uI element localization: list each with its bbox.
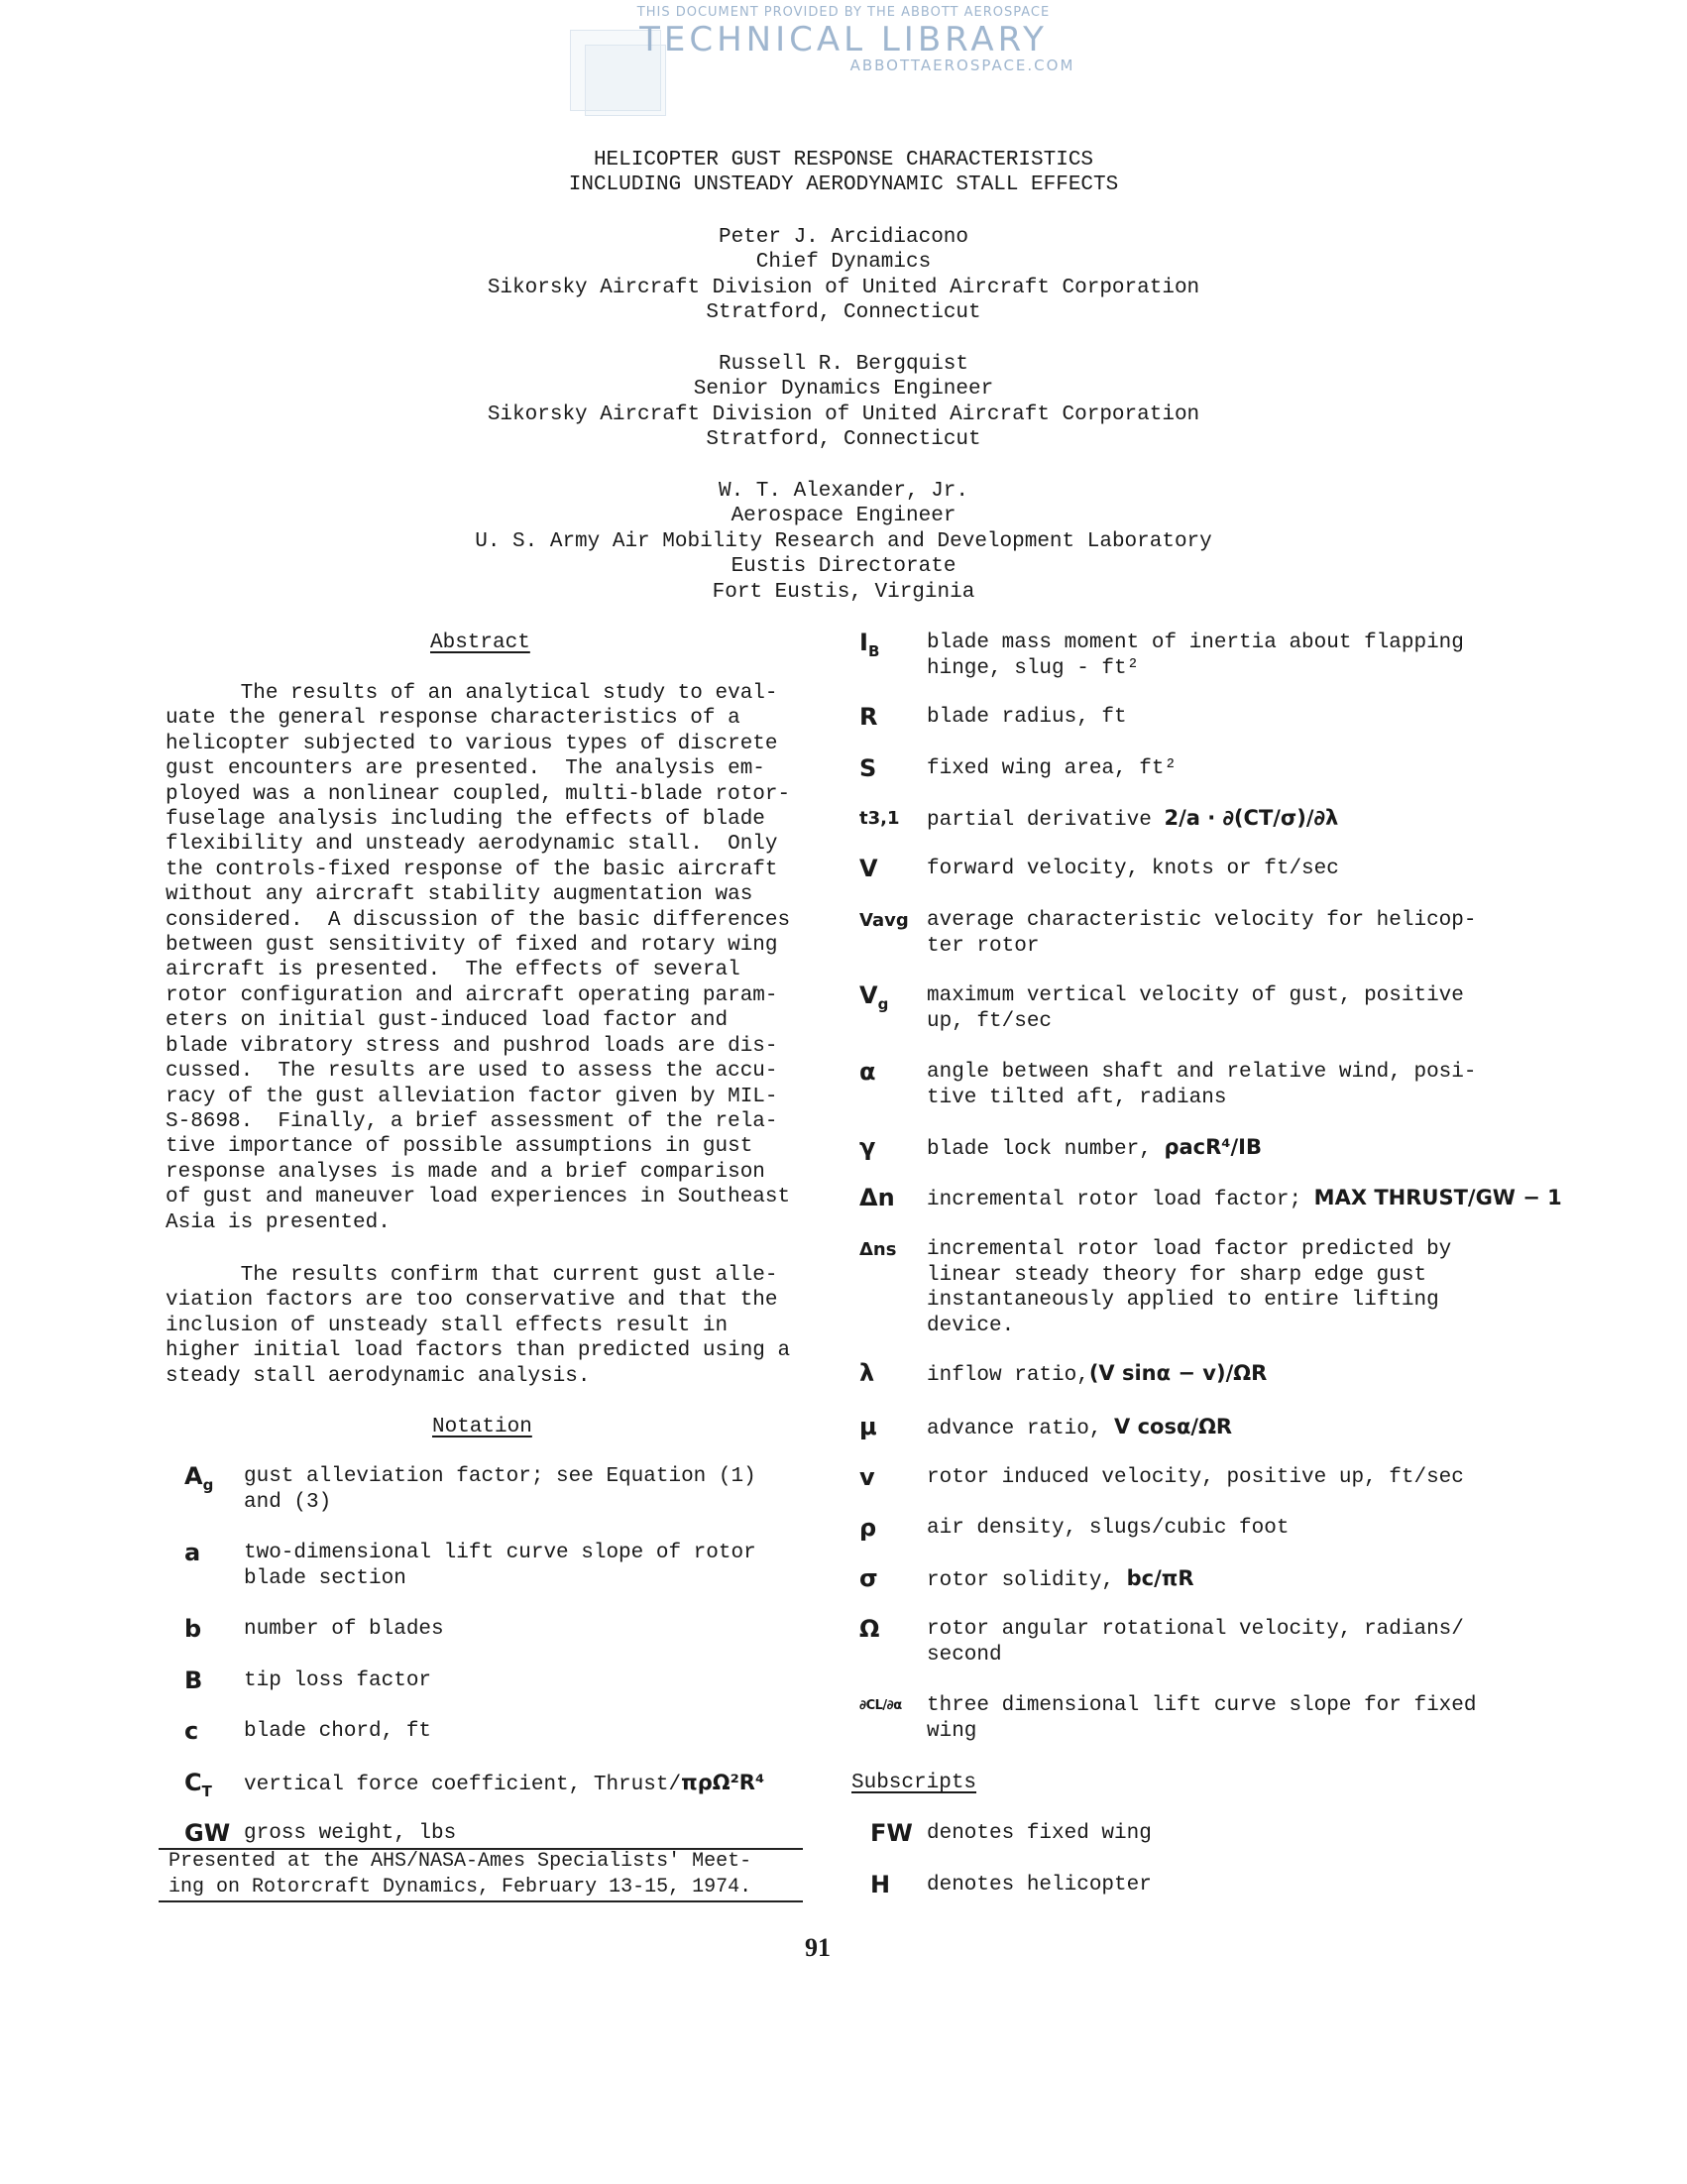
notation-definition — [244, 1821, 456, 1847]
author-location: Fort Eustis, Virginia — [712, 581, 975, 604]
notation-definition — [244, 1464, 756, 1515]
abstract-heading: Abstract — [430, 632, 530, 654]
notation-symbol: ρ — [859, 1514, 877, 1542]
definition-text: rotor solidity, — [927, 1569, 1127, 1592]
notation-definition — [927, 908, 1477, 959]
author-org: U. S. Army Air Mobility Research and Development Laboratory — [475, 530, 1212, 553]
math-expression: (V sinα − v)/ΩR — [1088, 1361, 1268, 1385]
notation-definition — [244, 1771, 764, 1798]
notation-definition — [927, 857, 1339, 882]
definition-text: rotor angular rotational velocity, radians/ second — [927, 1618, 1464, 1667]
definition-text: fixed wing area, ft² — [927, 757, 1178, 780]
author-name: Peter J. Arcidiacono — [718, 226, 969, 249]
notation-symbol: $V_g$ — [859, 981, 889, 1013]
definition-text: blade radius, ft — [927, 706, 1127, 729]
notation-definition — [927, 1617, 1464, 1667]
notation-definition — [927, 1060, 1477, 1110]
definition-text: blade chord, ft — [244, 1720, 432, 1743]
notation-symbol: μ — [859, 1413, 877, 1440]
notation-symbol: $C_T$ — [184, 1769, 212, 1800]
notation-definition — [244, 1617, 444, 1643]
author-name: W. T. Alexander, Jr. — [718, 480, 969, 503]
notation-definition — [927, 705, 1127, 731]
author-location: Stratford, Connecticut — [706, 428, 981, 451]
definition-text: inflow ratio, — [927, 1364, 1089, 1387]
author-org: Sikorsky Aircraft Division of United Aircraft Corporation — [487, 403, 1200, 426]
definition-text: incremental rotor load factor; — [927, 1189, 1314, 1211]
notation-symbol: B — [184, 1667, 203, 1694]
paper-title-line-1: HELICOPTER GUST RESPONSE CHARACTERISTICS — [593, 149, 1094, 172]
author-role: Aerospace Engineer — [731, 505, 956, 527]
math-expression: V cosα/ΩR — [1114, 1415, 1233, 1438]
watermark-url: ABBOTTAEROSPACE.COM — [849, 57, 1075, 74]
notation-definition — [927, 1873, 1152, 1898]
notation-definition — [244, 1668, 431, 1694]
subscripts-heading: Subscripts — [851, 1772, 977, 1794]
notation-definition — [244, 1719, 431, 1745]
definition-text: blade mass moment of inertia about flapping hinge, slug - ft² — [927, 632, 1464, 680]
definition-text: angle between shaft and relative wind, posi- tive tilted aft, radians — [927, 1061, 1477, 1109]
notation-definition — [927, 1135, 1262, 1163]
definition-text: gust alleviation factor; see Equation (1) and (3) — [244, 1465, 756, 1514]
definition-text: advance ratio, — [927, 1418, 1115, 1440]
footnote: Presented at the AHS/NASA-Ames Specialists' Meet- ing on Rotorcraft Dynamics, February 13-15, 1974. — [169, 1850, 752, 1898]
definition-text: air density, slugs/cubic foot — [927, 1517, 1290, 1540]
notation-symbol: $I_B$ — [859, 629, 880, 660]
math-expression: ρacR⁴/IB — [1164, 1135, 1262, 1159]
abstract-paragraph-1: The results of an analytical study to eval- uate the general response characteristics of a helicopter subjected to various types of discrete gust encounters are presented. The analysis em- ployed was a nonlinear coupled, multi-blade rotor- fuselage analysis including the effects of blade flexibility and unsteady aerodynamic stall. Only the controls-fixed response of the basic aircraft without any aircraft stability augmentation was considered. A discussion of the basic differences between gust sensitivity of fixed and rotary wing aircraft is presented. The effects of several rotor configuration and aircraft operating param- eters on initial gust-induced load factor and blade vibratory stress and pushrod loads are dis- cussed. The results are used to assess the accu- racy of the gust alleviation factor given by MIL- S-8698. Finally, a brief assessment of the rela- tive importance of possible assumptions in gust response analyses is made and a brief comparison of gust and maneuver load experiences in Southeast Asia is presented. — [166, 682, 791, 1234]
paper-title-line-2: INCLUDING UNSTEADY AERODYNAMIC STALL EFFECTS — [568, 173, 1119, 196]
math-expression: bc/πR — [1126, 1566, 1194, 1590]
notation-symbol: GW — [184, 1819, 231, 1847]
notation-symbol: t3,1 — [859, 808, 900, 829]
math-expression: MAX THRUST/GW − 1 — [1313, 1186, 1562, 1209]
notation-definition — [927, 1693, 1477, 1744]
definition-text: forward velocity, knots or ft/sec — [927, 858, 1339, 880]
notation-symbol: λ — [859, 1359, 875, 1387]
watermark-provided-by: THIS DOCUMENT PROVIDED BY THE ABBOTT AEROSPACE — [636, 5, 1051, 20]
math-expression: πρΩ²R⁴ — [681, 1771, 765, 1794]
notation-definition — [927, 1566, 1194, 1594]
notation-definition — [244, 1541, 756, 1591]
notation-definition — [927, 1465, 1464, 1491]
notation-symbol: Δns — [859, 1239, 897, 1260]
notation-definition — [927, 1516, 1289, 1542]
notation-definition — [927, 983, 1464, 1034]
author-location: Stratford, Connecticut — [706, 301, 981, 324]
notation-symbol: H — [870, 1871, 891, 1898]
notation-symbol: V — [859, 855, 878, 882]
definition-text: vertical force coefficient, Thrust/ — [244, 1774, 682, 1796]
definition-text: gross weight, lbs — [244, 1822, 457, 1845]
author-org-2: Eustis Directorate — [731, 555, 956, 578]
definition-text: partial derivative — [927, 809, 1165, 832]
notation-definition — [927, 1186, 1562, 1213]
notation-symbol: γ — [859, 1133, 876, 1161]
notation-definition — [927, 756, 1177, 782]
notation-definition — [927, 1821, 1152, 1847]
author-role: Senior Dynamics Engineer — [693, 378, 994, 401]
definition-text: number of blades — [244, 1618, 444, 1641]
author-role: Chief Dynamics — [755, 251, 932, 274]
page-number: 91 — [805, 1933, 831, 1962]
definition-text: denotes helicopter — [927, 1874, 1152, 1897]
notation-symbol: a — [184, 1539, 201, 1566]
notation-symbol: S — [859, 754, 877, 782]
definition-text: two-dimensional lift curve slope of rotor blade section — [244, 1542, 756, 1590]
definition-text: maximum vertical velocity of gust, positive up, ft/sec — [927, 984, 1464, 1033]
author-name: Russell R. Bergquist — [718, 353, 969, 376]
watermark-title: TECHNICAL LIBRARY — [639, 20, 1048, 59]
definition-text: average characteristic velocity for helicop- ter rotor — [927, 909, 1477, 958]
notation-symbol: ∂CL/∂α — [859, 1698, 902, 1713]
definition-text: incremental rotor load factor predicted by linear steady theory for sharp edge gust instantaneously applied to entire lifting device. — [927, 1238, 1452, 1337]
notation-heading: Notation — [432, 1416, 532, 1438]
definition-text: denotes fixed wing — [927, 1822, 1152, 1845]
author-org: Sikorsky Aircraft Division of United Aircraft Corporation — [487, 277, 1200, 299]
notation-symbol: R — [859, 703, 878, 731]
notation-definition — [927, 806, 1338, 834]
notation-definition — [927, 631, 1464, 681]
notation-symbol: FW — [870, 1819, 913, 1847]
definition-text: three dimensional lift curve slope for fixed wing — [927, 1694, 1477, 1743]
math-expression: 2/a · ∂(CT/σ)/∂λ — [1164, 806, 1339, 830]
notation-symbol: α — [859, 1058, 876, 1086]
notation-symbol: v — [859, 1463, 875, 1491]
notation-symbol: Vavg — [859, 910, 909, 931]
notation-symbol: σ — [859, 1564, 878, 1592]
notation-symbol: c — [184, 1717, 199, 1745]
notation-definition — [927, 1415, 1232, 1442]
footnote-rule-bottom — [159, 1900, 803, 1902]
notation-symbol: Ω — [859, 1615, 880, 1643]
definition-text: blade lock number, — [927, 1138, 1165, 1161]
notation-definition — [927, 1237, 1451, 1338]
definition-text: tip loss factor — [244, 1669, 432, 1692]
notation-symbol: b — [184, 1615, 202, 1643]
definition-text: rotor induced velocity, positive up, ft/sec — [927, 1466, 1464, 1489]
abstract-paragraph-2: The results confirm that current gust alle- viation factors are too conservative and that the inclusion of unsteady stall effects result in higher initial load factors than predicted using a steady stall aerodynamic analysis. — [166, 1264, 791, 1388]
notation-symbol: $A_g$ — [184, 1462, 214, 1494]
notation-definition — [927, 1361, 1267, 1389]
notation-symbol: Δn — [859, 1184, 895, 1211]
